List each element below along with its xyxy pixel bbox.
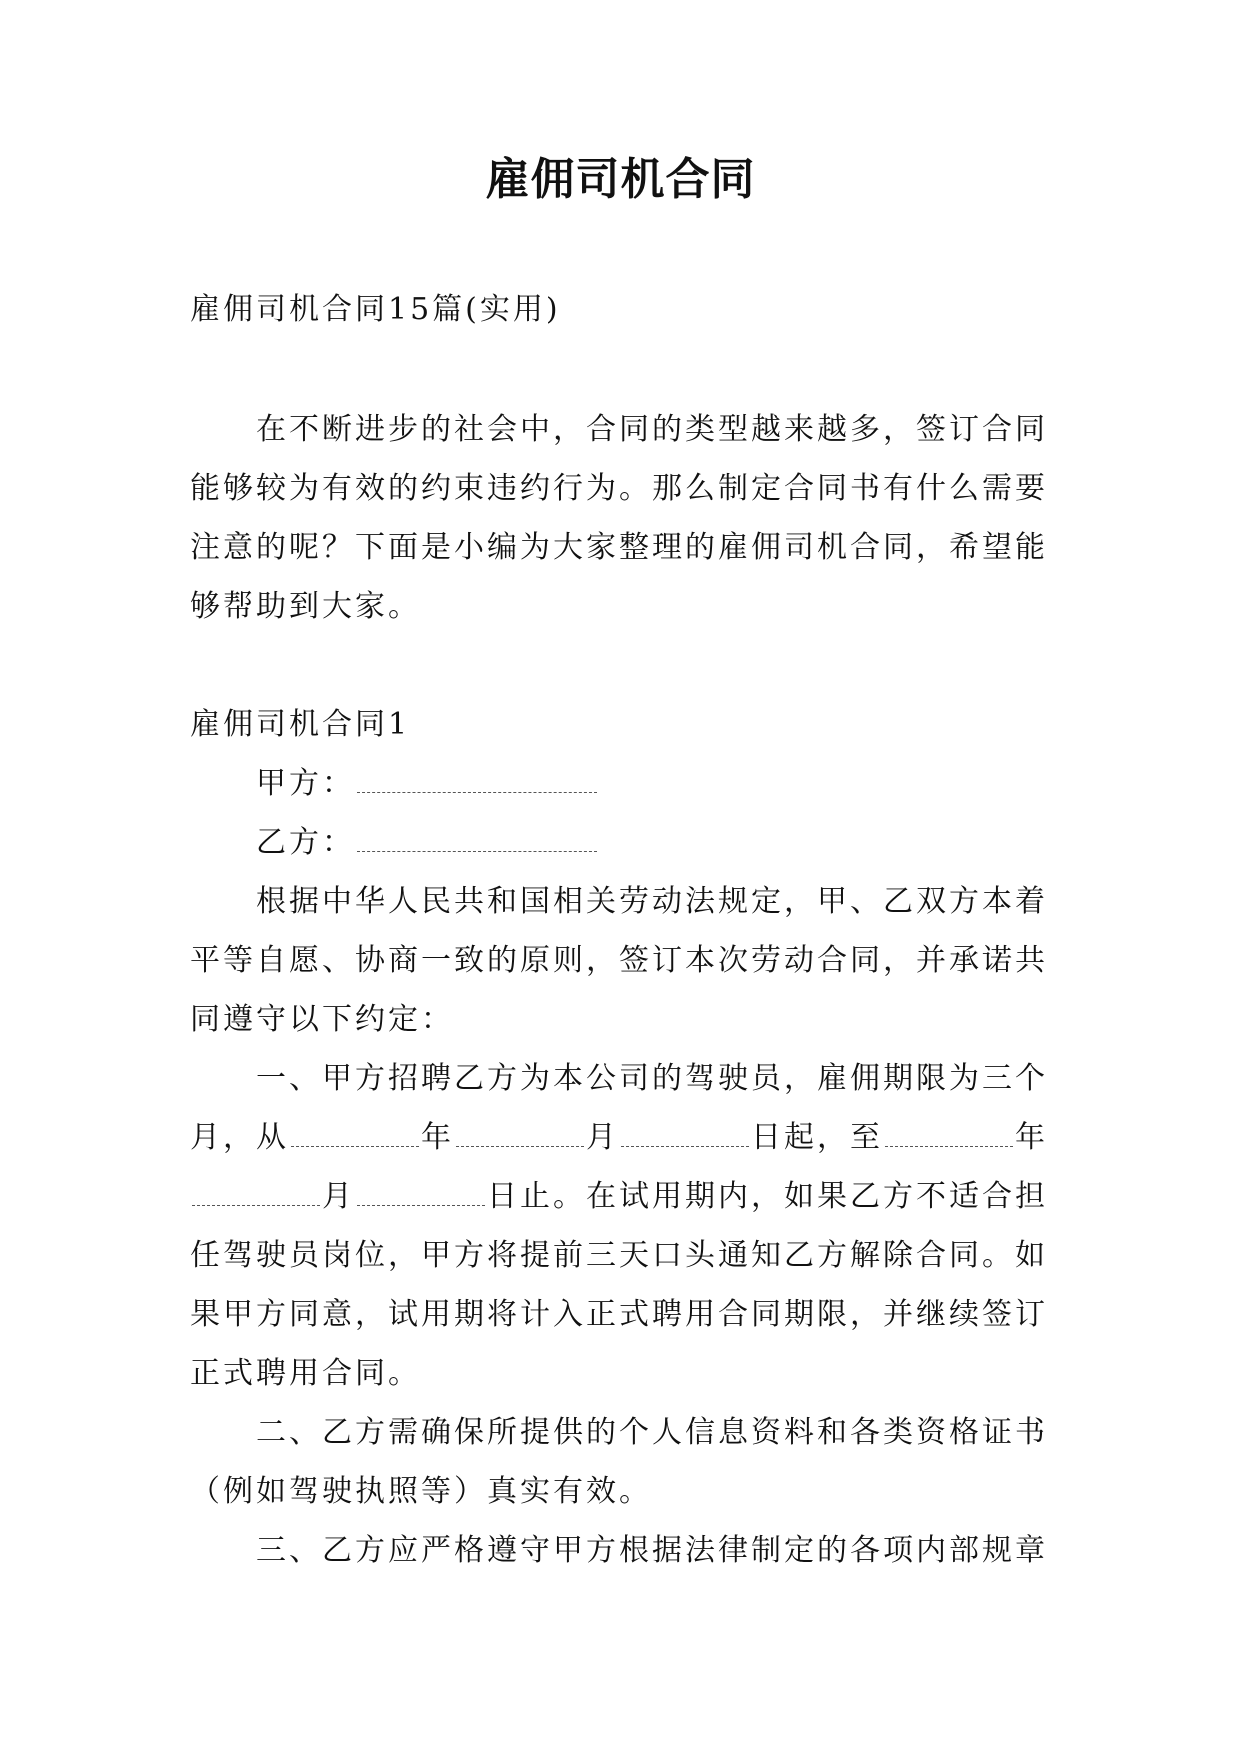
start-day-label: 日起，至 bbox=[751, 1120, 883, 1155]
end-month-blank bbox=[192, 1179, 320, 1206]
party-a-line bbox=[190, 754, 1050, 813]
intro-section bbox=[190, 400, 1050, 636]
start-year-blank bbox=[291, 1120, 419, 1147]
start-month-label: 月 bbox=[586, 1120, 619, 1155]
contract-section bbox=[190, 695, 1050, 1580]
intro-paragraph: 在不断进步的社会中，合同的类型越来越多，签订合同能够较为有效的约束违约行为。那么制定合同书有什么需要注意的呢？下面是小编为大家整理的雇佣司机合同，希望能够帮助到大家。 bbox=[190, 412, 1048, 624]
end-year-blank bbox=[885, 1120, 1013, 1147]
end-year-label: 年 bbox=[1015, 1120, 1048, 1155]
end-day-blank bbox=[357, 1179, 485, 1206]
start-month-blank bbox=[456, 1120, 584, 1147]
preamble-paragraph: 根据中华人民共和国相关劳动法规定，甲、乙双方本着平等自愿、协商一致的原则，签订本次劳动合同，并承诺共同遵守以下约定： bbox=[190, 884, 1048, 1037]
clause-1-text-part1: 一、甲方招聘乙方为本公司的驾驶员，雇佣期限为三个月，从 bbox=[190, 1061, 1048, 1155]
clause-3-paragraph: 三、乙方应严格遵守甲方根据法律制定的各项内部规章 bbox=[256, 1533, 1048, 1568]
contract-heading: 雇佣司机合同1 bbox=[190, 707, 411, 742]
start-day-blank bbox=[621, 1120, 749, 1147]
start-year-label: 年 bbox=[421, 1120, 454, 1155]
clause-1-paragraph bbox=[190, 1049, 1050, 1403]
clause-1-text-part2: 日止。在试用期内，如果乙方不适合担任驾驶员岗位，甲方将提前三天口头通知乙方解除合同。如果甲方同意，试用期将计入正式聘用合同期限，并继续签订正式聘用合同。 bbox=[190, 1179, 1048, 1391]
clause-2-paragraph: 二、乙方需确保所提供的个人信息资料和各类资格证书（例如驾驶执照等）真实有效。 bbox=[190, 1415, 1048, 1509]
party-b-blank bbox=[357, 825, 597, 852]
document-subtitle: 雇佣司机合同15篇(实用) bbox=[190, 292, 561, 327]
party-b-label: 乙方： bbox=[256, 825, 355, 860]
end-month-label: 月 bbox=[322, 1179, 355, 1214]
party-a-blank bbox=[357, 766, 597, 793]
party-b-line bbox=[190, 813, 1050, 872]
party-a-label: 甲方： bbox=[256, 766, 355, 801]
document-title: 雇佣司机合同 bbox=[485, 154, 756, 205]
